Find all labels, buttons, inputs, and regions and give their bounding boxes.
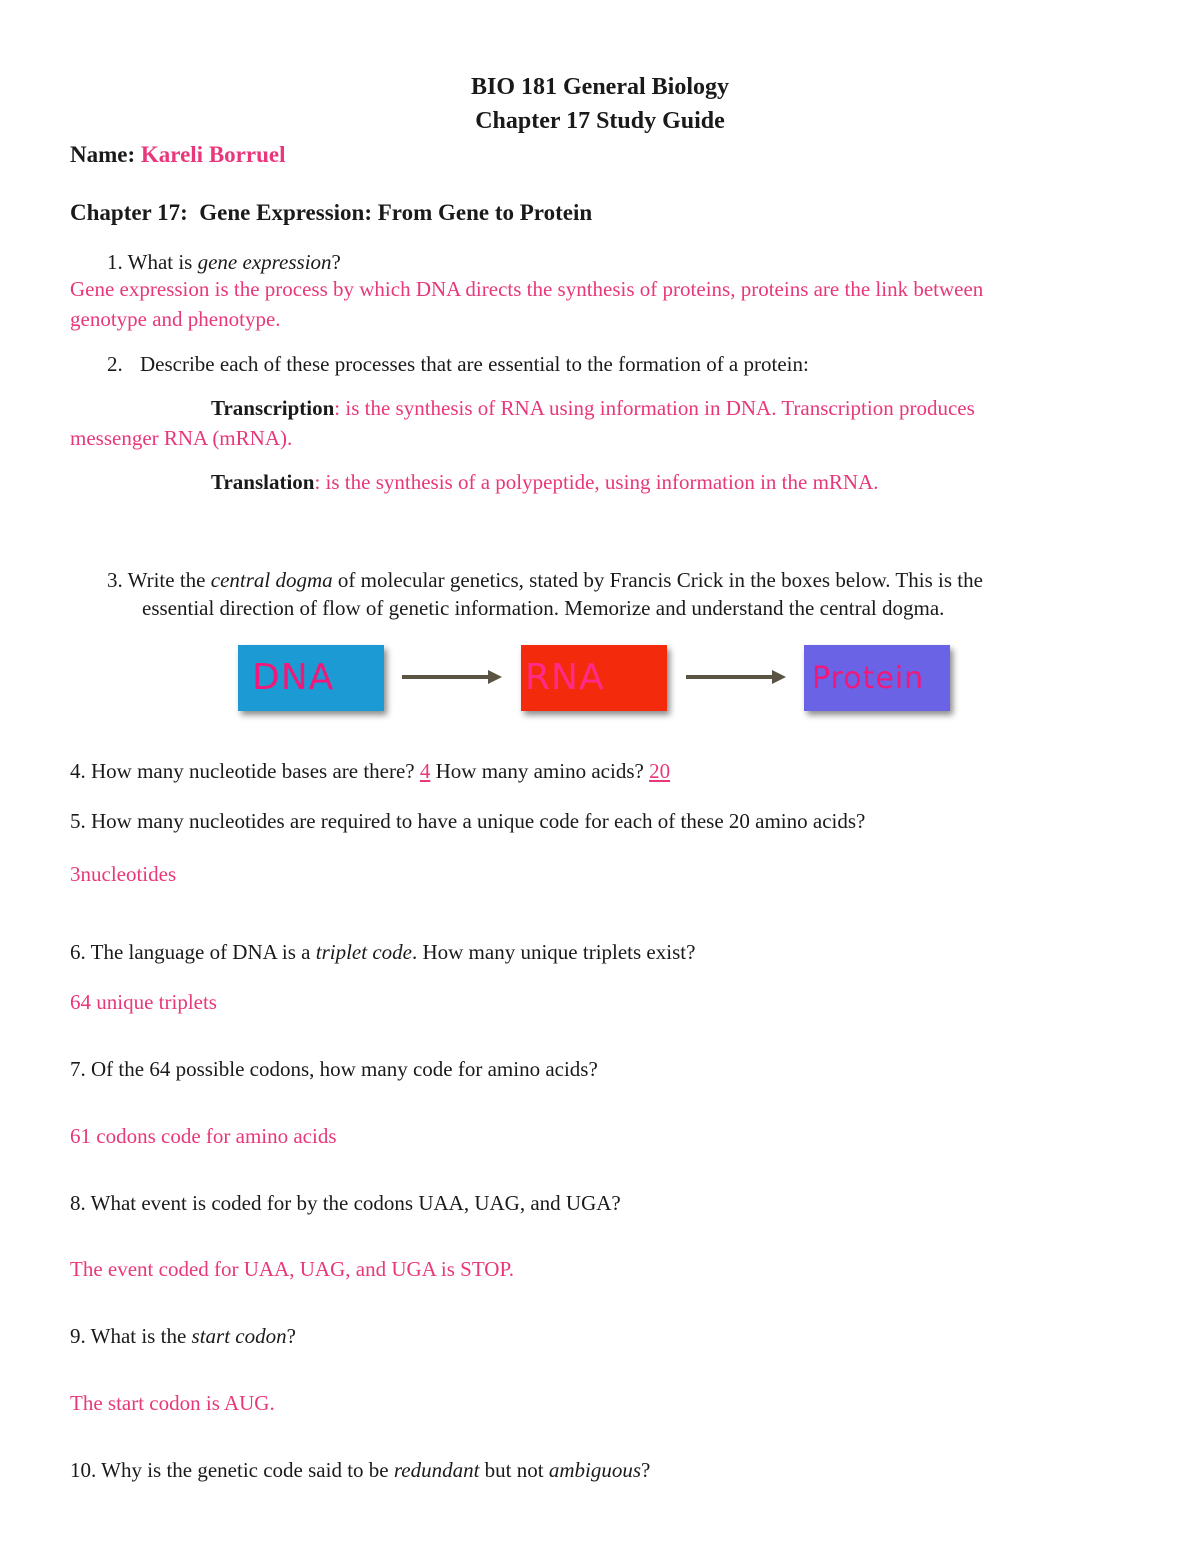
q3-pre: Write the: [122, 568, 211, 592]
q4-text2: How many amino acids?: [430, 759, 650, 783]
q6-emphasis: triplet code: [315, 940, 412, 964]
protein-handwriting: Protein: [812, 661, 925, 696]
q9-pre: 9. What is the: [70, 1324, 192, 1348]
name-value: Kareli Borruel: [140, 142, 286, 167]
q4-answer2: 20: [649, 759, 671, 783]
q6-pre: 6. The language of DNA is a: [70, 940, 316, 964]
q9-post: ?: [286, 1324, 296, 1348]
q7-answer: 61 codons code for amino acids: [70, 1124, 337, 1148]
q8-answer: The event coded for UAA, UAG, and UGA is STOP.: [70, 1257, 515, 1281]
q10-post: ?: [641, 1458, 651, 1482]
rna-handwriting: RNA: [525, 657, 605, 698]
question-4: [70, 759, 670, 784]
transcription-line: [211, 396, 975, 421]
arrow-1-icon: [398, 664, 508, 690]
dna-box: [238, 645, 384, 711]
transcription-answer: : is the synthesis of RNA using information in DNA. Transcription produces: [334, 396, 975, 420]
q3-post: of molecular genetics, stated by Francis Crick in the boxes below. This is the: [332, 568, 983, 592]
q10-emphasis-2: ambiguous: [548, 1458, 642, 1482]
question-10: [70, 1458, 650, 1483]
dna-handwriting: DNA: [252, 657, 335, 698]
q3-emphasis: central dogma: [210, 568, 333, 592]
translation-label: Translation: [211, 470, 315, 494]
q3-line2: essential direction of flow of genetic information. Memorize and understand the central dogma.: [142, 596, 945, 620]
student-name-line: [70, 142, 285, 168]
transcription-answer-cont: messenger RNA (mRNA).: [70, 426, 293, 450]
q2-text: Describe each of these processes that are essential to the formation of a protein:: [140, 352, 809, 376]
q10-emphasis-1: redundant: [393, 1458, 480, 1482]
arrow-2-icon: [682, 664, 792, 690]
q1-answer-line1: Gene expression is the process by which DNA directs the synthesis of proteins, proteins are the link between: [70, 277, 984, 301]
question-6: [70, 940, 695, 965]
q9-answer: The start codon is AUG.: [70, 1391, 275, 1415]
q2-number: 2.: [107, 352, 123, 376]
question-3: [107, 568, 983, 593]
course-title: BIO 181 General Biology: [471, 74, 729, 100]
name-label: Name:: [70, 142, 136, 167]
transcription-label: Transcription: [211, 396, 335, 420]
question-7: 7. Of the 64 possible codons, how many code for amino acids?: [70, 1057, 598, 1081]
q9-emphasis: start codon: [191, 1324, 287, 1348]
q1-emphasis: gene expression: [197, 250, 332, 274]
q4-text1: 4. How many nucleotide bases are there?: [70, 759, 420, 783]
question-8: 8. What event is coded for by the codons UAA, UAG, and UGA?: [70, 1191, 621, 1215]
question-5: 5. How many nucleotides are required to have a unique code for each of these 20 amino acids?: [70, 809, 866, 833]
q1-post: ?: [331, 250, 341, 274]
q10-mid: but not: [479, 1458, 549, 1482]
q6-answer: 64 unique triplets: [70, 990, 217, 1014]
chapter-heading: Chapter 17: Gene Expression: From Gene to Protein: [70, 200, 593, 225]
translation-line: [211, 470, 879, 495]
question-1: [107, 250, 341, 275]
q6-post: . How many unique triplets exist?: [411, 940, 696, 964]
translation-answer: : is the synthesis of a polypeptide, using information in the mRNA.: [314, 470, 879, 494]
q4-answer1: 4: [419, 759, 431, 783]
q1-number: 1.: [107, 250, 123, 274]
question-9: [70, 1324, 296, 1349]
q5-answer: 3nucleotides: [70, 862, 177, 886]
q1-pre: What is: [122, 250, 198, 274]
guide-title: Chapter 17 Study Guide: [475, 108, 725, 134]
q1-answer-line2: genotype and phenotype.: [70, 307, 281, 331]
q3-number: 3.: [107, 568, 123, 592]
protein-box: [804, 645, 950, 711]
q10-pre: 10. Why is the genetic code said to be: [70, 1458, 394, 1482]
rna-box: [521, 645, 667, 711]
